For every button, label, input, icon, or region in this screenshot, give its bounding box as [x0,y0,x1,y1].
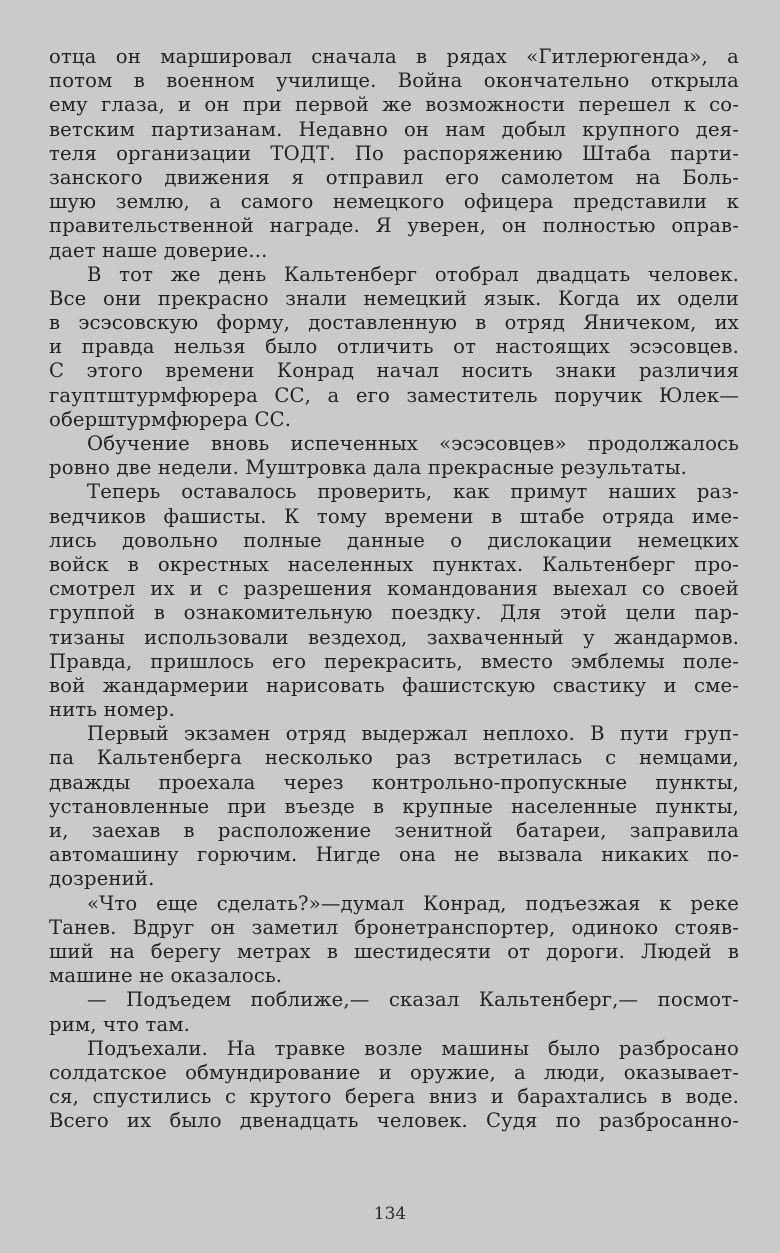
body-text [49,45,739,1133]
text-line: теля организации ТОДТ. По распоряжению Штаба парти- [49,141,739,165]
text-line: машине не оказалось. [49,964,283,988]
text-line: ветским партизанам. Недавно он нам добыл крупного дея- [49,117,739,141]
text-line: Первый экзамен отряд выдержал неплохо. В пути груп- [87,722,739,746]
text-line: Танев. Вдруг он заметил бронетранспортер, одиноко стояв- [49,915,739,939]
text-line: занского движения я отправил его самолетом на Боль- [49,165,739,189]
text-line: ведчиков фашисты. К тому времени в штабе отряда име- [49,504,739,528]
text-line: дает наше доверие... [49,238,268,262]
text-line: Теперь оставалось проверить, как примут наших раз- [87,480,739,504]
text-line: ровно две недели. Муштровка дала прекрасные результаты. [49,456,687,480]
text-line: и правда нельзя было отличить от настоящих эсэсовцев. [49,335,739,359]
text-line: вой жандармерии нарисовать фашистскую свастику и сме- [49,673,739,697]
text-line: ший на берегу метрах в шестидесяти от дороги. Людей в [49,939,739,963]
text-line: дозрений. [49,867,155,891]
text-line: правительственной награде. Я уверен, он полностью оправ- [49,214,739,238]
text-line: — Подъедем поближе,— сказал Кальтенберг,— посмот- [87,988,739,1012]
text-line: ему глаза, и он при первой же возможности перешел к со- [49,93,739,117]
text-line: в эсэсовскую форму, доставленную в отряд Яничеком, их [49,311,739,335]
text-line: Все они прекрасно знали немецкий язык. Когда их одели [49,286,739,310]
text-line: Всего их было двенадцать человек. Судя по разбросанно- [49,1109,739,1133]
text-line: нить номер. [49,698,175,722]
text-line: рим, что там. [49,1012,191,1036]
text-line: и, заехав в расположение зенитной батареи, заправила [49,819,739,842]
page-number: 134 [373,1204,407,1224]
text-line: потом в военном училище. Война окончательно открыла [49,69,739,93]
text-line: автомашину горючим. Нигде она не вызвала никаких по- [49,843,739,867]
text-line: па Кальтенберга несколько раз встретилась с немцами, [49,746,739,770]
text-line: оберштурмфюрера СС. [49,407,292,431]
text-line: войск в окрестных населенных пунктах. Кальтенберг про- [49,552,739,576]
text-line: Подъехали. На травке возле машины было разбросано [87,1036,739,1060]
text-line: гауптштурмфюрера СС, а его заместитель поручик Юлек— [49,383,739,407]
text-line: дважды проехала через контрольно-пропускные пункты, [49,770,739,794]
text-line: ся, спустились с крутого берега вниз и барахтались в воде. [49,1085,739,1109]
text-line: установленные при въезде в крупные населенные пункты, [49,794,739,818]
text-line: С этого времени Конрад начал носить знаки различия [49,359,739,383]
text-line: шую землю, а самого немецкого офицера представили к [49,190,739,214]
text-line: группой в ознакомительную поездку. Для этой цели пар- [49,601,739,625]
text-line: «Что еще сделать?»—думал Конрад, подъезжая к реке [87,891,739,915]
text-line: Правда, пришлось его перекрасить, вместо эмблемы поле- [49,649,739,673]
text-line: отца он маршировал сначала в рядах «Гитлерюгенда», а [49,45,739,68]
text-line: смотрел их и с разрешения командования выехал со своей [49,577,739,601]
text-line: Обучение вновь испеченных «эсэсовцев» продолжалось [87,432,739,455]
text-line: В тот же день Кальтенберг отобрал двадцать человек. [87,262,739,286]
text-line: лись довольно полные данные о дислокации немецких [49,528,739,552]
text-line: солдатское обмундирование и оружие, а люди, оказывает- [49,1060,739,1084]
text-line: тизаны использовали вездеход, захваченный у жандармов. [49,625,739,649]
